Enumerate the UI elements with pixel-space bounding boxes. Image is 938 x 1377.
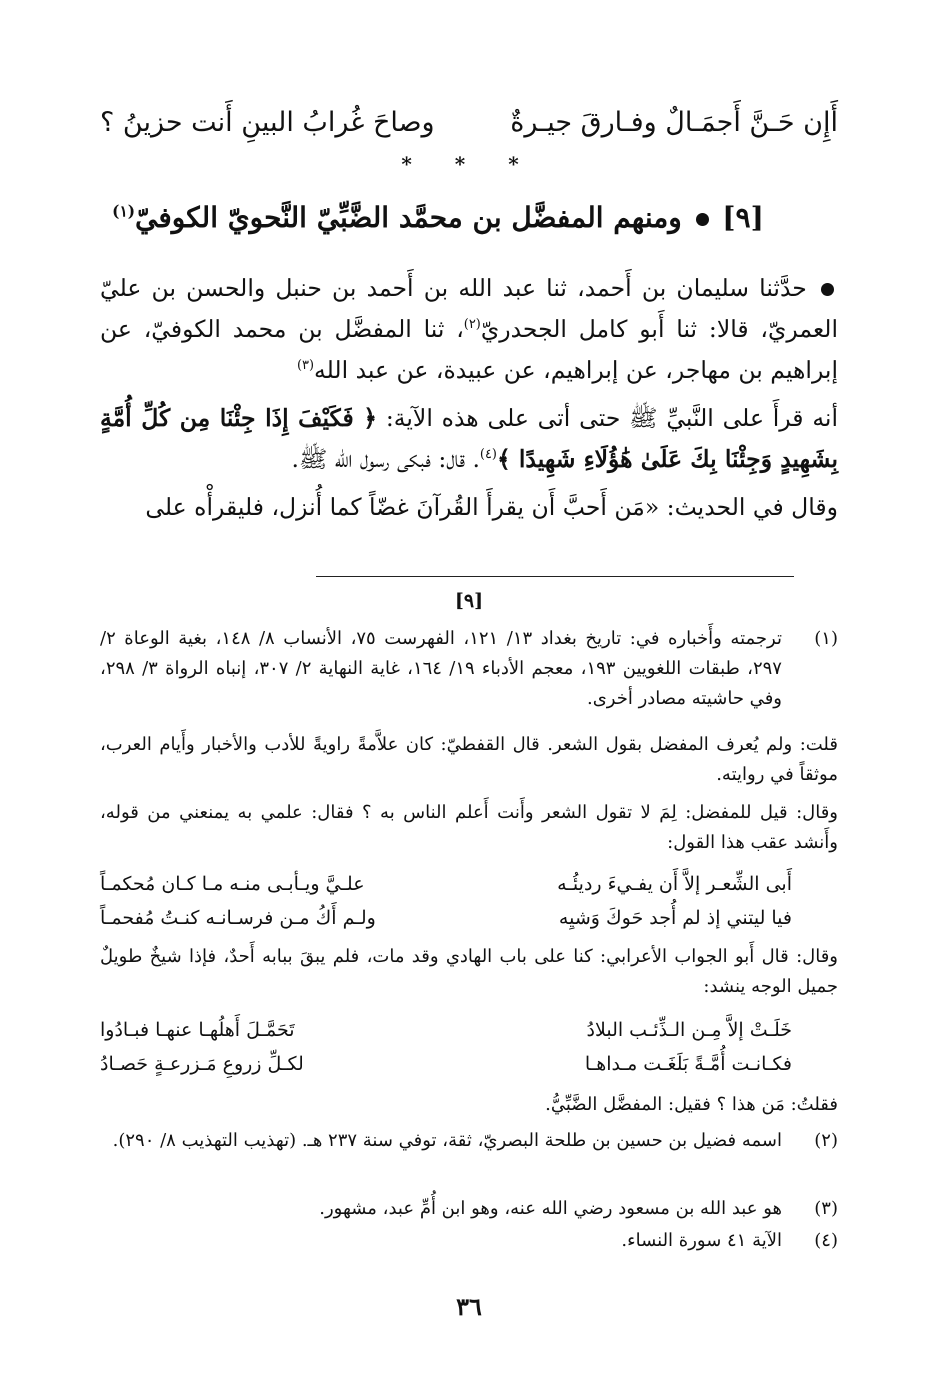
poem-line	[100, 902, 792, 934]
footnote-number: (٣)	[814, 1198, 838, 1219]
footnote-text: ترجمته وأَخباره في: تاريخ بغداد ١٣/ ١٢١، الفهرست ٧٥، الأنساب ٨/ ١٤٨، بغية الوعاة ٢/ ٢٩٧، طبقات اللغويين ١٩٣، معجم الأدباء ١٩/ ١٦٤، غاية النهاية ٢/ ٣٠٧، إنباه الرواة ٣/ ٢٩٨، وفي حاشيته مصادر أخرى.	[100, 628, 782, 709]
footnote-paragraph: فقلتُ: مَن هذا ؟ فقيل: المفضَّل الضَّبِّيُّ.	[545, 1094, 838, 1115]
footnote-ref: (١)	[112, 202, 136, 221]
footnote-divider	[316, 576, 794, 577]
poem-hemistich-1: خَلَـتْ إلاَّ مِـن الـذِّئـب البلادُ	[586, 1019, 792, 1041]
poem-line	[100, 1048, 792, 1080]
poem-hemistich-2: لكـلِّ زروعِ مَـزرعـةٍ حَصـادُ	[100, 1053, 304, 1075]
footnote	[100, 1194, 838, 1224]
main-text	[100, 268, 838, 535]
section-separator: * * *	[401, 152, 537, 176]
poem-line	[100, 1014, 792, 1046]
page-number: ٣٦	[456, 1292, 482, 1321]
verse-hemistich-1: أَإِن حَـنَّ أَجمَـالٌ وفـارقَ جيـرةٌ	[510, 107, 838, 138]
poem-hemistich-1: فيا ليتني إذ لم أُجد حَوكَ وَشيِه	[558, 907, 792, 929]
paragraph	[100, 487, 838, 528]
hadith-text-b: . قال: فبكى رسول الله ﷺ.	[291, 445, 480, 473]
footnotes-heading: [٩]	[454, 590, 484, 612]
footnote	[100, 624, 838, 714]
footnote-number: (٤)	[814, 1230, 838, 1251]
section-title: ومنهم المفضَّل بن محمَّد الضَّبِّيّ النَّحويّ الكوفيّ	[135, 201, 682, 234]
poem-hemistich-2: ولـم أَكُ مـن فرسـانـه كنـتُ مُفحمـاً	[100, 907, 376, 929]
footnote-paragraph: وقال: قيل للمفضل: لِمَ لا تقول الشعر وأَنت أَعلم الناس به ؟ فقال: علمي به يمنعني من قوله، وأَنشد عقب هذا القول:	[100, 802, 838, 853]
quran-verse: ﴿ فَكَيْفَ إِذَا جِئْنَا مِن كُلِّ أُمَّةٍ بِشَهِيدٍ وَجِئْنَا بِكَ عَلَىٰ هَٰؤُلَاءِ شَهِيدًا ﴾	[100, 404, 838, 473]
isnad-text-a: حدَّثنا سليمان بن أَحمد، ثنا عبد الله بن أَحمد بن حنبل والحسن بن عليّ العمريّ، قالا: ثنا أَبو كامل الجحدريّ	[100, 274, 838, 343]
footnote-number: (١)	[814, 628, 838, 649]
footnote-ref: (٣)	[297, 358, 315, 374]
poem-hemistich-2: تَحَمَّـلَ أَهلُهـا عنهـا فبـادُوا	[100, 1019, 295, 1041]
bullet-icon	[696, 213, 709, 226]
poem-hemistich-2: علـيَّ ويـأبـى منـه مـا كـان مُحكمـاً	[100, 873, 365, 895]
verse-hemistich-2: وصاحَ غُرابُ البينِ أَنت حزينُ ؟	[100, 107, 435, 138]
footnote	[100, 1126, 838, 1156]
paragraph	[100, 268, 838, 391]
poem-hemistich-1: أَبى الشِّعـر إلاَّ أَن يفـيءَ رديئُـه	[557, 873, 792, 895]
paragraph	[100, 398, 838, 480]
bullet-icon	[821, 283, 834, 296]
footnote-text: هو عبد الله بن مسعود رضي الله عنه، وهو ابن أُمِّ عبد، مشهور.	[319, 1198, 782, 1219]
footnote-text: اسمه فضيل بن حسين بن طلحة البصريّ، ثقة، توفي سنة ٢٣٧ هـ. (تهذيب التهذيب ٨/ ٢٩٠).	[112, 1130, 782, 1151]
footnote-paragraph: قلت: ولم يُعرف المفضل بقول الشعر. قال القفطيّ: كان علاَّمةً راويةً للأدب والأخبار وأَيام العرب، موثقاً في روايته.	[100, 734, 838, 785]
footnote-text: الآية ٤١ سورة النساء.	[621, 1230, 782, 1251]
footnote-number: (٢)	[814, 1130, 838, 1151]
opening-verse	[100, 98, 838, 148]
footnote-ref: (٢)	[463, 317, 481, 333]
footnote-ref: (٤)	[479, 447, 497, 463]
footnote	[100, 1226, 838, 1256]
section-heading	[100, 192, 776, 244]
poem-line	[100, 868, 792, 900]
isnad-text-b: ، ثنا المفضَّل بن محمد الكوفيّ، عن إبراهيم بن مهاجر، عن إبراهيم، عن عبيدة، عن عبد الله	[100, 315, 838, 384]
hadith-text-c: وقال في الحديث: «مَن أَحبَّ أَن يقرأَ القُرآنَ غضّاً كما أُنزل، فليقرأْه على	[145, 493, 838, 521]
poem-hemistich-1: فكـانـت أُمَّـةً بَلَغَـت مـداهـا	[584, 1053, 792, 1075]
footnote-paragraph: وقال: قال أَبو الجواب الأعرابي: كنا على باب الهادي وقد مات، فلم يبقَ ببابه أَحدٌ، فإذا شيخٌ طويلٌ جميل الوجه ينشد:	[100, 946, 838, 997]
hadith-text-a: أنه قرأَ على النَّبيِّ ﷺ حتى أتى على هذه الآية:	[385, 404, 838, 432]
section-number: [٩]	[722, 201, 764, 234]
